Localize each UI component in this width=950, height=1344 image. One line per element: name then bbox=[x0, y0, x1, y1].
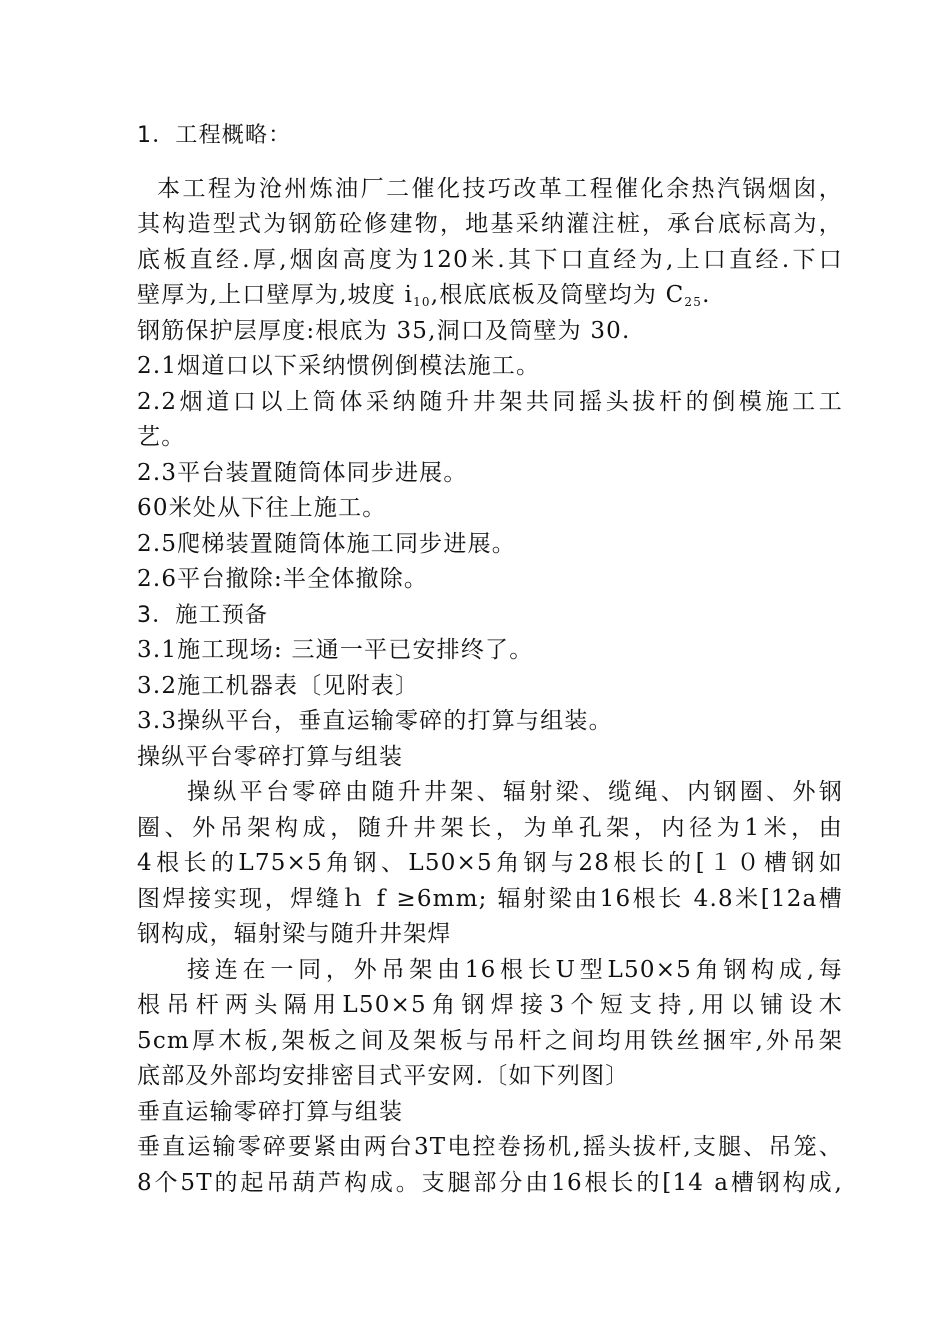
item-2-5: 2.5爬梯装置随筒体施工同步进展。 bbox=[137, 530, 516, 557]
paragraph-line: 接连在一同，外吊架由16根长U型L50×5角钢构成,每 bbox=[187, 956, 843, 983]
paragraph-line: 底部及外部均安排密目式平安网.〔如下列图〕 bbox=[137, 1063, 630, 1089]
text-run: ,根底底板及筒壁均为 C bbox=[430, 282, 685, 308]
subsection-vertical-transport-title: 垂直运输零碎打算与组装 bbox=[137, 1098, 404, 1125]
paragraph-line: 垂直运输零碎要紧由两台3T电控卷扬机,摇头拔杆,支腿、吊笼、 bbox=[137, 1134, 843, 1160]
cover-thickness-line: 钢筋保护层厚度:根底为 35,洞口及筒壁为 30. bbox=[137, 317, 631, 344]
paragraph-line: 8个5T的起吊葫芦构成。支腿部分由16根长的[14 a槽钢构成, bbox=[137, 1169, 843, 1196]
item-2-2: 2.2烟道口以上筒体采纳随升井架共同摇头拔杆的倒模施工工 bbox=[137, 388, 843, 415]
item-3-3: 3.3操纵平台，垂直运输零碎的打算与组装。 bbox=[137, 708, 613, 734]
text-run: . bbox=[702, 282, 711, 308]
paragraph-line: 操纵平台零碎由随升井架、辐射梁、缆绳、内钢圈、外钢 bbox=[187, 779, 843, 805]
paragraph-outer-hanger bbox=[137, 953, 843, 1095]
item-2-2-continued: 艺。 bbox=[137, 424, 186, 450]
item-2-3: 2.3平台装置随筒体同步进展。 bbox=[137, 459, 468, 486]
paragraph-line: 4根长的L75×5角钢、L50×5角钢与28根长的[１０槽钢如 bbox=[137, 850, 843, 876]
paragraph-line bbox=[137, 278, 843, 314]
paragraph-line: 其构造型式为钢筋砼修建物，地基采纳灌注桩，承台底标高为， bbox=[137, 211, 843, 237]
section-1-title: 1．工程概略： bbox=[137, 123, 292, 148]
text-run: 壁厚为,上口壁厚为,坡度 i bbox=[137, 282, 414, 308]
subscript: 25 bbox=[684, 295, 703, 309]
paragraph-control-platform bbox=[137, 775, 843, 953]
item-60m: 60米处从下往上施工。 bbox=[137, 495, 387, 521]
subsection-control-platform-title: 操纵平台零碎打算与组装 bbox=[137, 743, 404, 770]
item-2-6: 2.6平台撤除:半全体撤除。 bbox=[137, 566, 429, 592]
paragraph-line: 底板直经.厚,烟囱高度为120米.其下口直经为,上口直经.下口 bbox=[137, 246, 843, 273]
section-3-title: 3．施工预备 bbox=[137, 602, 269, 628]
item-2-1: 2.1烟道口以下采纳惯例倒模法施工。 bbox=[137, 353, 541, 379]
subscript: 10 bbox=[413, 295, 431, 309]
paragraph-line: 钢构成，辐射梁与随升井架焊 bbox=[137, 921, 452, 947]
document-body bbox=[137, 118, 843, 1201]
paragraph-line: 5cm厚木板,架板之间及架板与吊杆之间均用铁丝捆牢,外吊架 bbox=[137, 1027, 843, 1054]
paragraph-line: 图焊接实现，焊缝ｈ f ≥6mm; 辐射梁由16根长 4.8米[12a槽 bbox=[137, 885, 843, 912]
paragraph-line: 圈、外吊架构成，随升井架长，为单孔架，内径为1米，由 bbox=[137, 814, 843, 841]
paragraph-project-overview bbox=[137, 172, 843, 314]
paragraph-vertical-transport bbox=[137, 1130, 843, 1201]
paragraph-line: 根吊杆两头隔用L50×5角钢焊接3个短支持,用以铺设木 bbox=[137, 992, 843, 1018]
item-3-2: 3.2施工机器表〔见附表〕 bbox=[137, 672, 420, 699]
item-3-1: 3.1施工现场: 三通一平已安排终了。 bbox=[137, 637, 534, 663]
paragraph-line: 本工程为沧州炼油厂二催化技巧改革工程催化余热汽锅烟囱， bbox=[157, 175, 843, 202]
